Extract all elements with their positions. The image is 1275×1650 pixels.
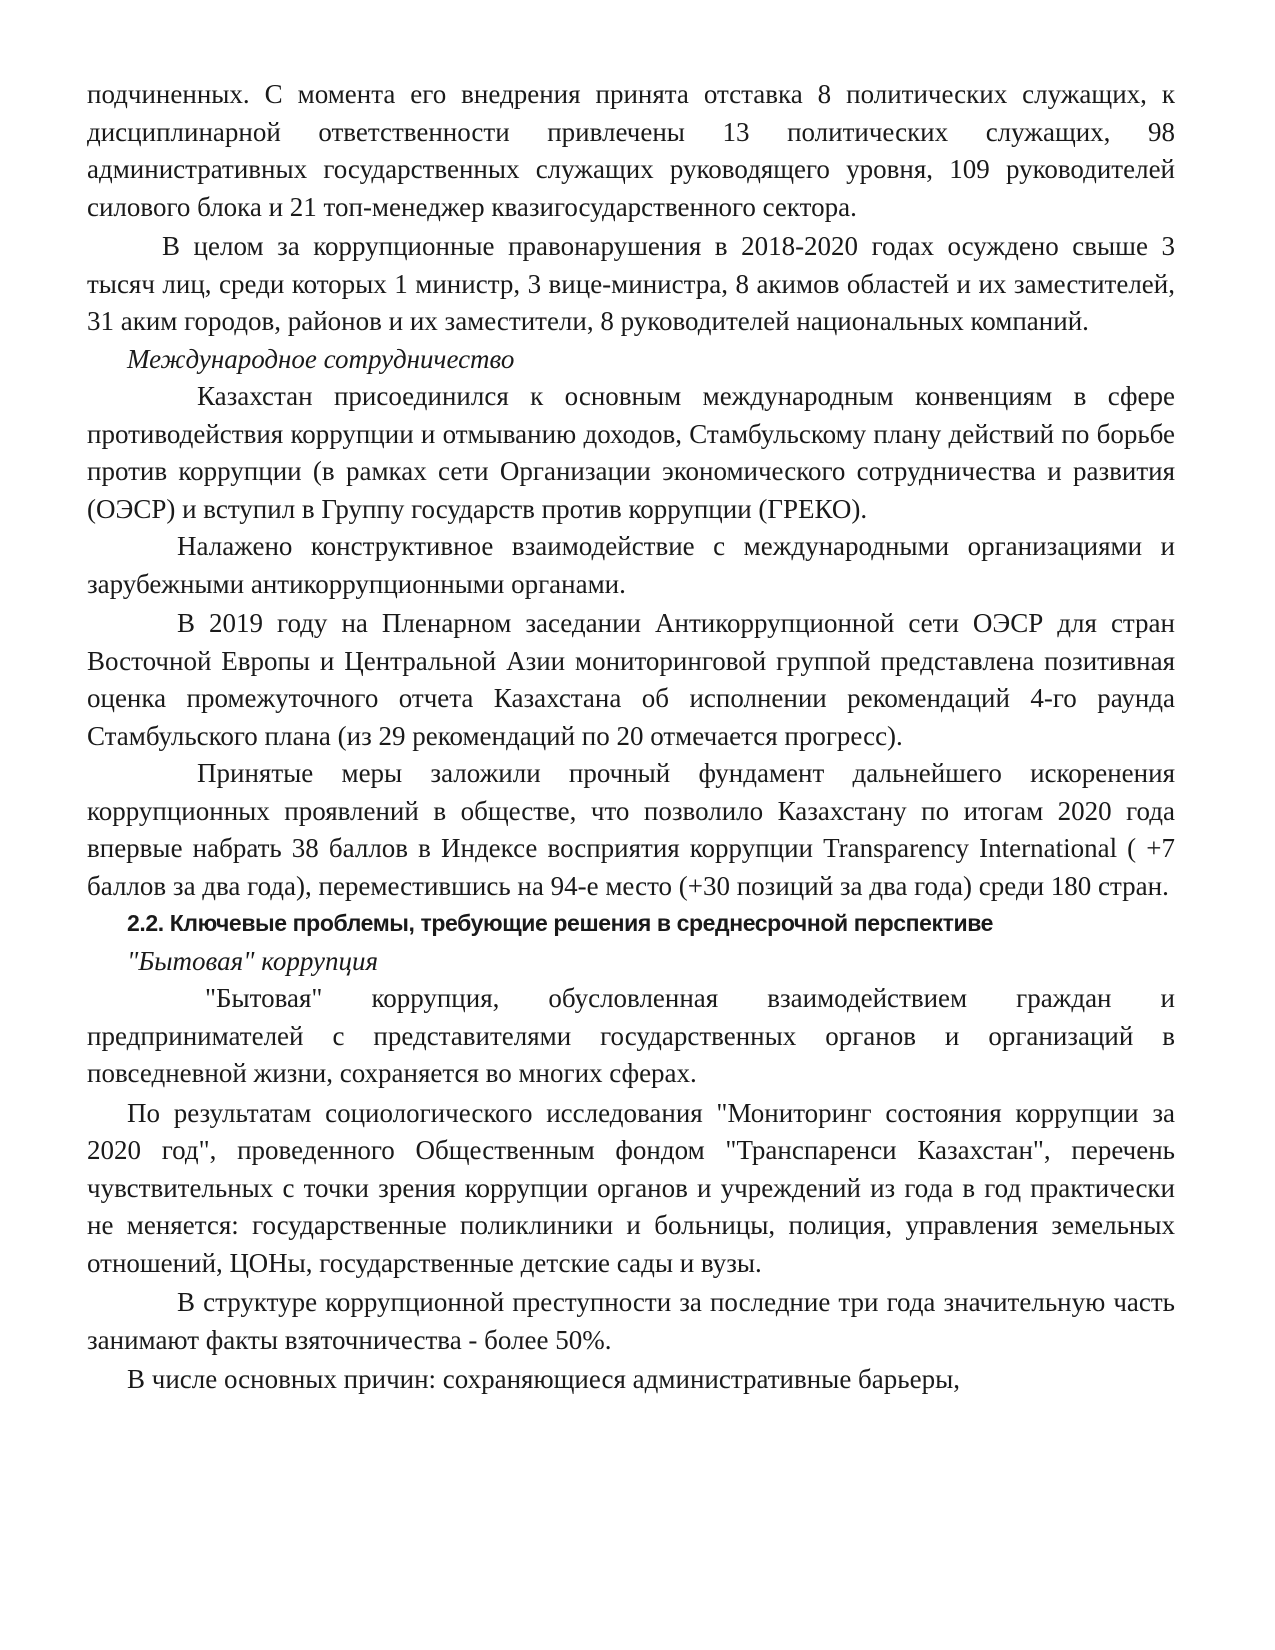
paragraph-bribery: В структуре коррупционной преступности за последние три года значительную часть занимают факты взяточничества - более 50%. bbox=[87, 1287, 1175, 1355]
paragraph-convictions: В целом за коррупционные правонарушения в 2018-2020 годах осуждено свыше 3 тысяч лиц, среди которых 1 министр, 3 вице-министра, 8 акимов областей и их заместителей, 31 аким городов, районов и их заместители, 8 руководителей национальных компаний. bbox=[87, 231, 1175, 336]
paragraph-everyday-corruption: "Бытовая" коррупция, обусловленная взаимодействием граждан и предпринимателей с представителями государственных органов и организаций в повседневной жизни, сохраняется во многих сферах. bbox=[87, 983, 1175, 1088]
paragraph-survey: По результатам социологического исследования "Мониторинг состояния коррупции за 2020 год", проведенного Общественным фондом "Транспаренси Казахстан", перечень чувствительных с точки зрения коррупции органов и учреждений из года в год практически не меняется: государственные поликлиники и больницы, полиция, управления земельных отношений, ЦОНы, государственные детские сады и вузы. bbox=[87, 1097, 1175, 1278]
paragraph-measures-cpi: Принятые меры заложили прочный фундамент дальнейшего искоренения коррупционных проявлений в обществе, что позволило Казахстану по итогам 2020 года впервые набрать 38 баллов в Индексе восприятия коррупции Transparency International ( +7 баллов за два года), переместившись на 94-е место (+30 позиций за два года) среди 180 стран. bbox=[87, 758, 1175, 901]
subheading-everyday-corruption: "Бытовая" коррупция bbox=[127, 945, 379, 976]
paragraph-conventions: Казахстан присоединился к основным международным конвенциям в сфере противодействия коррупции и отмыванию доходов, Стамбульскому плану действий по борьбе против коррупции (в рамках сети Организации экономического сотрудничества и развития (ОЭСР) и вступил в Группу государств против коррупции (ГРЕКО). bbox=[87, 381, 1175, 524]
document-page bbox=[87, 76, 1175, 1399]
subheading-international-cooperation: Международное сотрудничество bbox=[127, 343, 515, 374]
paragraph-officials-discipline: подчиненных. С момента его внедрения принята отставка 8 политических служащих, к дисциплинарной ответственности привлечены 13 политических служащих, 98 административных государственных служащих руководящего уровня, 109 руководителей силового блока и 21 топ-менеджер квазигосударственного сектора. bbox=[87, 79, 1175, 222]
paragraph-main-causes: В числе основных причин: сохраняющиеся административные барьеры, bbox=[127, 1364, 960, 1394]
paragraph-oecd-2019: В 2019 году на Пленарном заседании Антикоррупционной сети ОЭСР для стран Восточной Европы и Центральной Азии мониторинговой группой представлена позитивная оценка промежуточного отчета Казахстана об исполнении рекомендаций 4-го раунда Стамбульского плана (из 29 рекомендаций по 20 отмечается прогресс). bbox=[87, 608, 1175, 751]
section-heading-key-problems: 2.2. Ключевые проблемы, требующие решения в среднесрочной перспективе bbox=[127, 910, 994, 936]
paragraph-interaction: Налажено конструктивное взаимодействие с международными организациями и зарубежными антикоррупционными органами. bbox=[87, 531, 1175, 599]
